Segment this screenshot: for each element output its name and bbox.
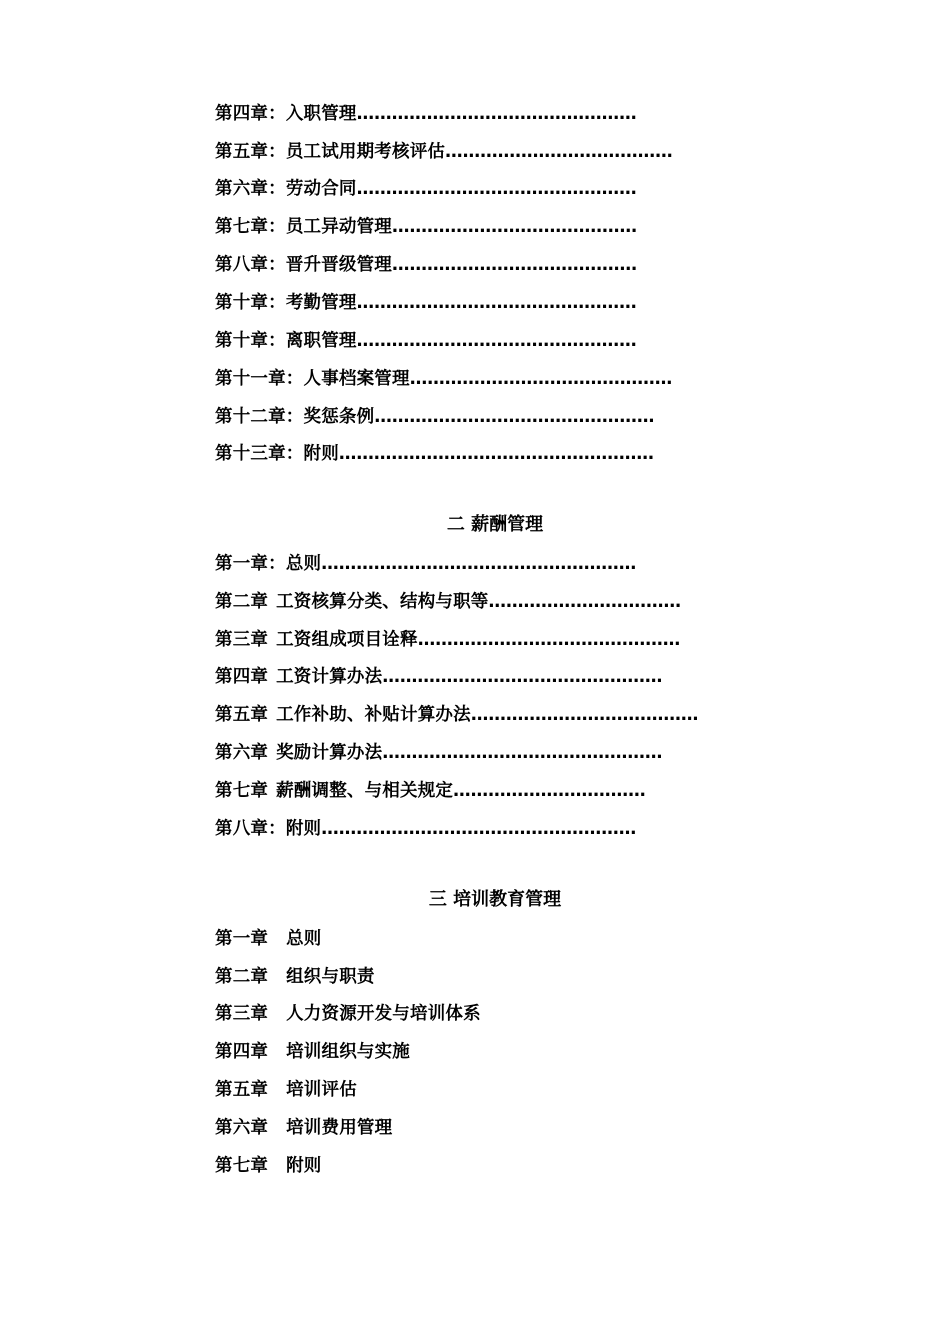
- chapter-title: 奖励计算办法: [276, 743, 383, 763]
- chapter-label: 第四章: [215, 667, 269, 687]
- chapter-label: 第六章：: [215, 179, 286, 199]
- dot-leader: ………………………………………………: [321, 554, 637, 574]
- toc-entry: [215, 965, 375, 989]
- chapter-label: 第二章: [215, 967, 269, 987]
- section-heading-training: 三 培训教育管理: [428, 889, 562, 910]
- toc-entry: [215, 1116, 392, 1140]
- chapter-label: 第十章：: [215, 293, 286, 313]
- toc-entry: [215, 140, 673, 164]
- toc-entry: [215, 1154, 322, 1178]
- chapter-label: 第四章：: [215, 104, 286, 124]
- toc-entry: [215, 665, 662, 689]
- toc-entry: [215, 1002, 481, 1026]
- dot-leader: ……………………………: [488, 592, 682, 612]
- chapter-title: 奖惩条例: [303, 407, 375, 427]
- toc-entry: [215, 102, 637, 126]
- chapter-title: 工作补助、补贴计算办法: [276, 705, 471, 725]
- toc-entry: [215, 703, 698, 727]
- chapter-label: 第六章: [215, 743, 269, 763]
- toc-entry: [215, 1040, 410, 1064]
- toc-entry: [215, 779, 646, 803]
- toc-entry: [215, 177, 637, 201]
- toc-entry: [215, 741, 662, 765]
- chapter-title: 工资组成项目诠释: [276, 630, 418, 650]
- chapter-label: 第十章：: [215, 331, 286, 351]
- dot-leader: …………………………………………: [356, 104, 637, 124]
- toc-entry: [215, 927, 322, 951]
- toc-entry: [215, 817, 636, 841]
- dot-leader: …………………………………………: [374, 407, 655, 427]
- dot-leader: …………………………………………: [356, 179, 637, 199]
- chapter-title: 劳动合同: [285, 179, 357, 199]
- chapter-label: 第五章: [215, 1080, 269, 1100]
- toc-entry: [215, 1078, 357, 1102]
- chapter-title: 组织与职责: [286, 967, 375, 987]
- chapter-label: 第四章: [215, 1042, 269, 1062]
- chapter-label: 第五章：: [215, 142, 286, 162]
- toc-entry: [215, 628, 680, 652]
- chapter-title: 入职管理: [285, 104, 357, 124]
- chapter-title: 离职管理: [285, 331, 357, 351]
- dot-leader: ………………………………………………: [338, 444, 654, 464]
- dot-leader: …………………………………: [445, 142, 673, 162]
- chapter-label: 第三章: [215, 1004, 269, 1024]
- toc-entry: [215, 215, 637, 239]
- chapter-title: 附则: [303, 444, 339, 464]
- chapter-title: 培训组织与实施: [286, 1042, 411, 1062]
- dot-leader: ………………………………………: [409, 369, 673, 389]
- chapter-title: 培训评估: [286, 1080, 357, 1100]
- chapter-title: 人力资源开发与培训体系: [286, 1004, 481, 1024]
- dot-leader: ………………………………………: [417, 630, 681, 650]
- toc-entry: [215, 405, 654, 429]
- dot-leader: ……………………………………: [392, 217, 638, 237]
- chapter-title: 晋升晋级管理: [285, 255, 393, 275]
- chapter-title: 工资核算分类、结构与职等: [276, 592, 489, 612]
- chapter-title: 总则: [286, 929, 322, 949]
- toc-entry: [215, 442, 654, 466]
- chapter-label: 第七章: [215, 781, 269, 801]
- chapter-title: 工资计算办法: [276, 667, 383, 687]
- dot-leader: …………………………………………: [382, 667, 663, 687]
- toc-entry: [215, 253, 637, 277]
- chapter-title: 薪酬调整、与相关规定: [276, 781, 454, 801]
- dot-leader: ……………………………………: [392, 255, 638, 275]
- chapter-title: 总则: [285, 554, 322, 574]
- chapter-title: 考勤管理: [285, 293, 357, 313]
- chapter-title: 员工异动管理: [285, 217, 393, 237]
- chapter-label: 第十三章：: [215, 444, 304, 464]
- dot-leader: …………………………………………: [382, 743, 663, 763]
- chapter-label: 第一章: [215, 929, 269, 949]
- chapter-label: 第三章: [215, 630, 269, 650]
- chapter-title: 附则: [286, 1156, 322, 1176]
- chapter-label: 第八章：: [215, 255, 286, 275]
- chapter-label: 第二章: [215, 592, 269, 612]
- dot-leader: ……………………………: [453, 781, 646, 801]
- chapter-title: 人事档案管理: [303, 369, 410, 389]
- chapter-label: 第十一章：: [215, 369, 304, 389]
- chapter-label: 第七章: [215, 1156, 269, 1176]
- chapter-label: 第十二章：: [215, 407, 304, 427]
- section-heading-salary: 二 薪酬管理: [446, 514, 544, 535]
- dot-leader: …………………………………: [470, 705, 699, 725]
- chapter-label: 第八章：: [215, 819, 286, 839]
- dot-leader: …………………………………………: [356, 293, 637, 313]
- chapter-title: 附则: [285, 819, 322, 839]
- chapter-label: 第六章: [215, 1118, 269, 1138]
- chapter-label: 第一章：: [215, 554, 286, 574]
- toc-entry: [215, 367, 672, 391]
- toc-entry: [215, 552, 636, 576]
- dot-leader: …………………………………………: [356, 331, 637, 351]
- dot-leader: ………………………………………………: [321, 819, 637, 839]
- toc-entry: [215, 291, 637, 315]
- toc-entry: [215, 329, 637, 353]
- chapter-title: 培训费用管理: [286, 1118, 393, 1138]
- toc-entry: [215, 590, 681, 614]
- chapter-title: 员工试用期考核评估: [285, 142, 446, 162]
- chapter-label: 第七章：: [215, 217, 286, 237]
- chapter-label: 第五章: [215, 705, 269, 725]
